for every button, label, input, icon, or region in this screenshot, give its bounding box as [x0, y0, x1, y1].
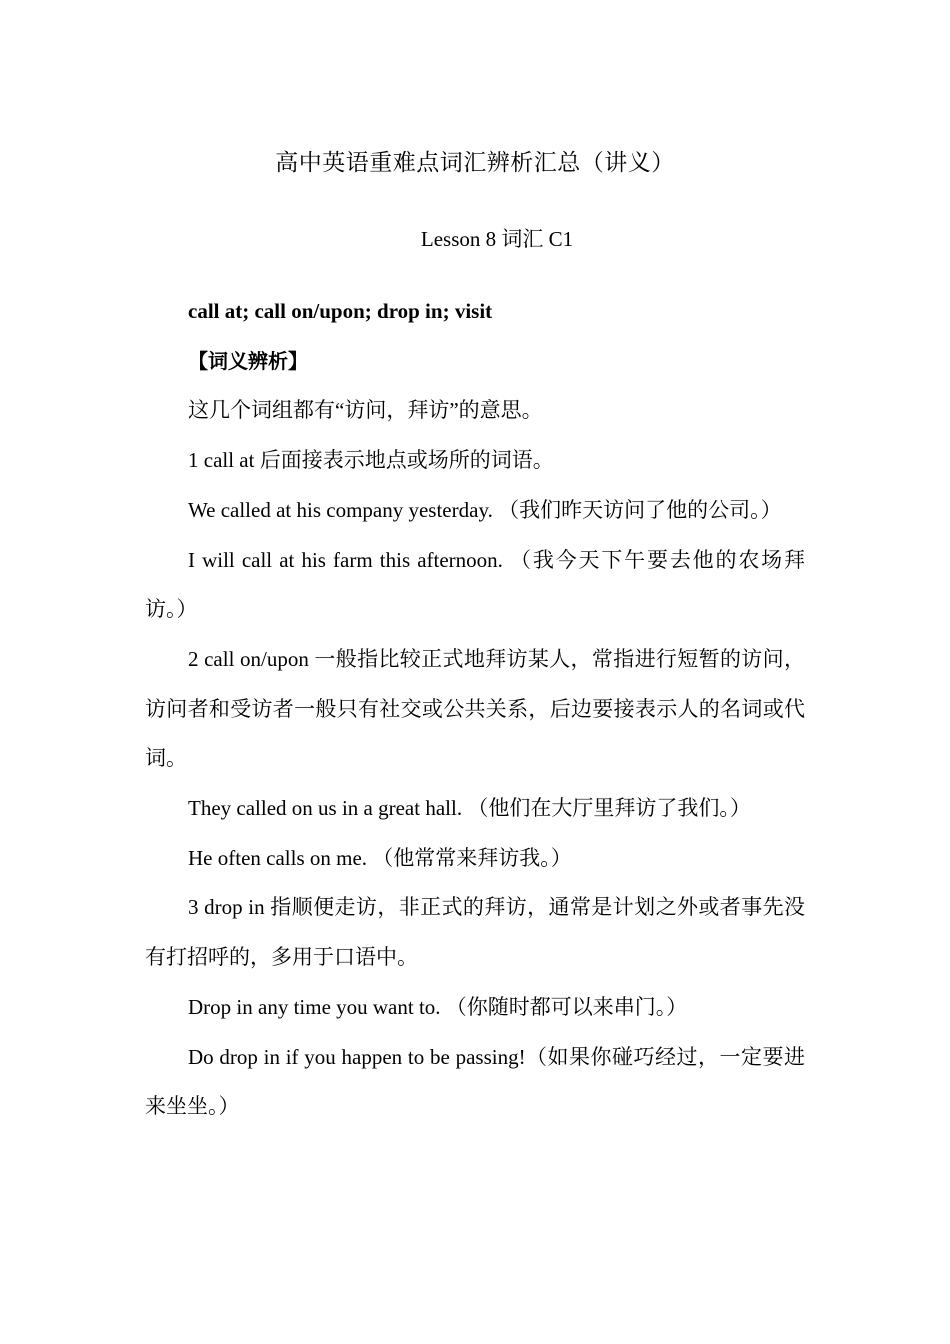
example-sentence: They called on us in a great hall. （他们在大厅里拜访了我们。） — [188, 796, 751, 821]
paragraph-intro: 这几个词组都有“访问，拜访”的意思。 — [188, 398, 543, 423]
example-sentence: He often calls on me. （他常常来拜访我。） — [188, 845, 572, 870]
example-sentence: Do drop in if you happen to be passing!（如果你碰巧经过，一定要进来坐坐。） — [145, 1044, 805, 1119]
example-sentence: Drop in any time you want to. （你随时都可以来串门。） — [188, 994, 688, 1019]
vocabulary-phrases: call at; call on/upon; drop in; visit — [188, 299, 493, 323]
section-heading: 【词义辨析】 — [188, 348, 308, 373]
paragraph-drop-in: 3 drop in 指顺便走访，非正式的拜访，通常是计划之外或者事先没有打招呼的，多用于口语中。 — [145, 895, 805, 970]
document-body — [145, 287, 805, 1132]
paragraph-call-on: 2 call on/upon 一般指比较正式地拜访某人，常指进行短暂的访问，访问者和受访者一般只有社交或公共关系，后边要接表示人的名词或代词。 — [145, 646, 805, 771]
document-title: 高中英语重难点词汇辨析汇总（讲义） — [275, 150, 675, 175]
lesson-subtitle: Lesson 8 词汇 C1 — [420, 227, 574, 251]
example-sentence: We called at his company yesterday. （我们昨天访问了他的公司。） — [188, 497, 782, 522]
paragraph-call-at: 1 call at 后面接表示地点或场所的词语。 — [188, 448, 554, 473]
example-sentence: I will call at his farm this afternoon. （我今天下午要去他的农场拜访。） — [145, 547, 805, 622]
